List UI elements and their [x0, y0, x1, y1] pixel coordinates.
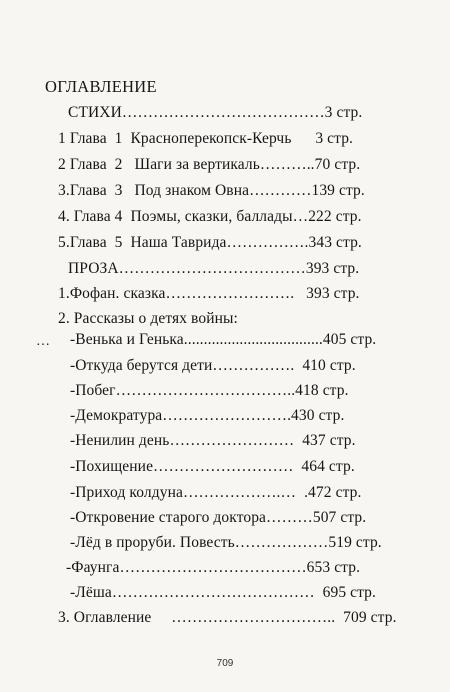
toc-entry-fofan: 1.Фофан. сказка……………………. 393 стр. — [58, 285, 360, 302]
toc-entry-story: -Приход колдуна……………….… .472 стр. — [70, 484, 362, 501]
toc-entry-story: -Лёд в проруби. Повесть………………519 стр. — [70, 534, 382, 551]
page-number: 709 — [216, 658, 234, 669]
toc-entry-chapter-3: 3.Глава 3 Под знаком Овна…………139 стр. — [58, 182, 365, 199]
toc-entry-story: -Ненилин день…………………… 437 стр. — [70, 432, 356, 449]
toc-entry-chapter-2: 2 Глава 2 Шаги за вертикаль………..70 стр. — [58, 156, 361, 173]
toc-entry-story: -Откровение старого доктора………507 стр. — [70, 509, 367, 526]
toc-entry-war-children: 2. Рассказы о детях войны: — [58, 310, 238, 327]
toc-entry-story: -Лёша………………………………… 695 стр. — [70, 584, 377, 601]
toc-heading: ОГЛАВЛЕНИЕ — [45, 77, 157, 96]
toc-entry-story: -Откуда берутся дети……………. 410 стр. — [70, 357, 356, 374]
toc-entry-poems: СТИХИ…………………………………3 стр. — [68, 104, 363, 121]
stray-ellipsis: … — [36, 334, 51, 349]
toc-entry-story: -Побег……………………………..418 стр. — [70, 382, 349, 399]
toc-entry-story: -Похищение……………………… 464 стр. — [70, 458, 355, 475]
toc-entry-chapter-5: 5.Глава 5 Наша Таврида…………….343 стр. — [58, 234, 362, 251]
toc-entry-story: -Демократура…………………….430 стр. — [70, 407, 345, 424]
toc-entry-story: -Фаунга………………………………653 стр. — [66, 559, 361, 576]
toc-entry-contents: 3. Оглавление ………………………….. 709 стр. — [58, 609, 397, 626]
toc-entry-chapter-4: 4. Глава 4 Поэмы, сказки, баллады…222 стр. — [58, 208, 362, 225]
toc-entry-story: -Венька и Генька...................................405 стр. — [70, 331, 377, 348]
toc-entry-chapter-1: 1 Глава 1 Красноперекопск-Керчь 3 стр. — [58, 130, 354, 147]
toc-entry-prose: ПРОЗА………………………………393 стр. — [68, 260, 360, 277]
